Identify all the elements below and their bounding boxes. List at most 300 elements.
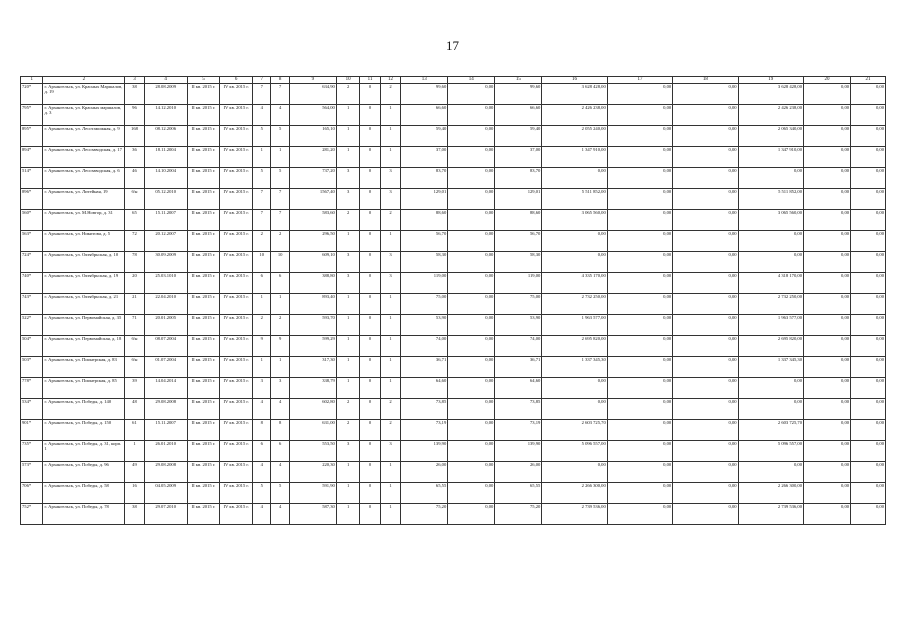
table-cell: 2 bbox=[253, 231, 271, 252]
table-cell: 573* bbox=[21, 462, 43, 483]
table-cell: 3 628 428,00 bbox=[738, 84, 803, 105]
table-cell: 2 426 238,00 bbox=[738, 105, 803, 126]
table-cell: 1 bbox=[253, 357, 271, 378]
table-cell: 0,00 bbox=[851, 273, 886, 294]
table-cell: 10 bbox=[271, 252, 289, 273]
table-cell: 6 bbox=[253, 273, 271, 294]
table-cell: 64,60 bbox=[495, 378, 542, 399]
table-cell: 0,00 bbox=[851, 84, 886, 105]
table-cell: 1 bbox=[380, 126, 400, 147]
table-cell: 0,00 bbox=[804, 483, 851, 504]
table-cell: 75,20 bbox=[401, 504, 448, 525]
table-cell: 0,00 bbox=[607, 483, 672, 504]
table-cell: 4 bbox=[253, 462, 271, 483]
table-cell: 281,20 bbox=[289, 147, 336, 168]
table-cell: 0 bbox=[360, 504, 380, 525]
table-cell: 599,29 bbox=[289, 336, 336, 357]
table-cell: 5 096 557,00 bbox=[542, 441, 607, 462]
table-cell: 14.04.2014 bbox=[144, 378, 187, 399]
table-row bbox=[21, 441, 886, 462]
column-number: 17 bbox=[607, 77, 672, 84]
table-cell: 5 511 852,00 bbox=[738, 189, 803, 210]
table-cell: 26,00 bbox=[401, 462, 448, 483]
table-cell: 58,30 bbox=[401, 252, 448, 273]
table-cell: 0,00 bbox=[448, 504, 495, 525]
table-cell: 0,00 bbox=[851, 126, 886, 147]
table-cell: 26.01.2010 bbox=[144, 441, 187, 462]
table-cell: 0,00 bbox=[804, 231, 851, 252]
table-cell: 74,00 bbox=[401, 336, 448, 357]
table-cell: 0 bbox=[360, 189, 380, 210]
table-cell: 3 bbox=[380, 441, 400, 462]
table-cell: 564,00 bbox=[289, 105, 336, 126]
table-cell: 2 bbox=[380, 420, 400, 441]
table-cell: 0,00 bbox=[448, 210, 495, 231]
table-cell: 0,00 bbox=[673, 378, 738, 399]
table-cell: г. Архангельск, ул. Пионерская, д. 85 bbox=[43, 378, 125, 399]
table-cell: 0,00 bbox=[851, 462, 886, 483]
table-cell: 504* bbox=[21, 336, 43, 357]
table-cell: II кв. 2015 г. bbox=[187, 273, 220, 294]
table-cell: 317,30 bbox=[289, 357, 336, 378]
table-cell: г. Архангельск, ул. Победы, д. 150 bbox=[43, 420, 125, 441]
table-cell: 0 bbox=[360, 483, 380, 504]
table-cell: 1 bbox=[271, 147, 289, 168]
table-cell: 587,30 bbox=[289, 504, 336, 525]
table-cell: 1 bbox=[336, 357, 360, 378]
table-cell: 1 bbox=[336, 504, 360, 525]
table-cell: 5 096 557,00 bbox=[738, 441, 803, 462]
table-cell: 1 bbox=[380, 231, 400, 252]
table-cell: 0,00 bbox=[851, 189, 886, 210]
table-cell: 3 bbox=[380, 168, 400, 189]
table-cell: 2 bbox=[336, 84, 360, 105]
table-cell: 5 bbox=[271, 168, 289, 189]
table-cell: 53,90 bbox=[495, 315, 542, 336]
table-row bbox=[21, 399, 886, 420]
table-cell: 0,00 bbox=[607, 294, 672, 315]
table-cell: 0,00 bbox=[607, 315, 672, 336]
table-cell: 1 bbox=[380, 294, 400, 315]
table-row bbox=[21, 357, 886, 378]
table-cell: г. Архангельск, ул. Пионерская, д. 83 bbox=[43, 357, 125, 378]
table-cell: 3 bbox=[271, 378, 289, 399]
table-cell: II кв. 2015 г. bbox=[187, 84, 220, 105]
table-cell: 0,00 bbox=[738, 168, 803, 189]
table-cell: 0 bbox=[360, 84, 380, 105]
table-cell: 71 bbox=[125, 315, 144, 336]
table-cell: 901* bbox=[21, 420, 43, 441]
column-number: 15 bbox=[495, 77, 542, 84]
table-cell: 0,00 bbox=[607, 273, 672, 294]
table-cell: 0,00 bbox=[607, 168, 672, 189]
table-cell: 0,00 bbox=[851, 336, 886, 357]
table-cell: 5 bbox=[271, 126, 289, 147]
table-cell: 119,00 bbox=[495, 273, 542, 294]
table-cell: 2 bbox=[380, 84, 400, 105]
table-cell: 30.09.2009 bbox=[144, 252, 187, 273]
table-cell: 3 bbox=[253, 378, 271, 399]
table-cell: 99,60 bbox=[401, 84, 448, 105]
table-cell: 7 bbox=[253, 210, 271, 231]
table-cell: 735* bbox=[21, 441, 43, 462]
table-cell: 75,20 bbox=[495, 504, 542, 525]
table-cell: 0,00 bbox=[804, 252, 851, 273]
table-cell: 05.12.2010 bbox=[144, 189, 187, 210]
table-row bbox=[21, 105, 886, 126]
table-cell: 0,00 bbox=[851, 252, 886, 273]
table-cell: 1 963 577,00 bbox=[542, 315, 607, 336]
table-cell: 56,70 bbox=[401, 231, 448, 252]
table-cell: 46 bbox=[125, 168, 144, 189]
table-cell: 0,00 bbox=[738, 399, 803, 420]
table-cell: II кв. 2015 г. bbox=[187, 399, 220, 420]
table-cell: 2 603 725,70 bbox=[738, 420, 803, 441]
table-cell: 553,50 bbox=[289, 441, 336, 462]
table-cell: 1 bbox=[253, 147, 271, 168]
table-cell: 0,00 bbox=[673, 483, 738, 504]
table-cell: 0 bbox=[360, 210, 380, 231]
table-cell: 59,40 bbox=[495, 126, 542, 147]
table-cell: 2 426 238,00 bbox=[542, 105, 607, 126]
table-cell: 0,00 bbox=[738, 252, 803, 273]
table-row bbox=[21, 210, 886, 231]
table-cell: 0,00 bbox=[607, 336, 672, 357]
table-cell: 1 bbox=[125, 441, 144, 462]
table-cell: 0,00 bbox=[673, 168, 738, 189]
table-cell: 609,10 bbox=[289, 252, 336, 273]
table-cell: 0,00 bbox=[448, 399, 495, 420]
column-number: 8 bbox=[271, 77, 289, 84]
table-cell: 0,00 bbox=[607, 462, 672, 483]
table-cell: г. Архангельск, ул. Победы, д. 31, корп. 1 bbox=[43, 441, 125, 462]
column-number: 14 bbox=[448, 77, 495, 84]
table-cell: 2 739 536,00 bbox=[542, 504, 607, 525]
table-cell: IV кв. 2015 г. bbox=[220, 399, 253, 420]
table-cell: 39 bbox=[125, 378, 144, 399]
table-cell: 0,00 bbox=[804, 504, 851, 525]
table-cell: 0,00 bbox=[673, 84, 738, 105]
table-cell: г. Архангельск, ул. Лесозаводская, д. 6 bbox=[43, 168, 125, 189]
table-cell: 36,71 bbox=[401, 357, 448, 378]
table-cell: 706* bbox=[21, 483, 43, 504]
table-cell: 0,00 bbox=[804, 126, 851, 147]
table-cell: IV кв. 2015 г. bbox=[220, 357, 253, 378]
table-cell: 01.07.2004 bbox=[144, 357, 187, 378]
column-number: 21 bbox=[851, 77, 886, 84]
table-cell: 0,00 bbox=[673, 420, 738, 441]
table-cell: 65,55 bbox=[495, 483, 542, 504]
table-cell: 0,00 bbox=[738, 231, 803, 252]
table-cell: 0,00 bbox=[804, 294, 851, 315]
table-cell: 2 695 820,00 bbox=[738, 336, 803, 357]
table-cell: 3 bbox=[380, 252, 400, 273]
table-cell: 593,70 bbox=[289, 315, 336, 336]
table-cell: 591,90 bbox=[289, 483, 336, 504]
table-cell: 1 337 345,30 bbox=[542, 357, 607, 378]
table-cell: 2 bbox=[336, 210, 360, 231]
table-cell: 0,00 bbox=[607, 441, 672, 462]
table-cell: 0,00 bbox=[804, 462, 851, 483]
table-cell: 59,40 bbox=[401, 126, 448, 147]
table-cell: 0,00 bbox=[448, 126, 495, 147]
table-cell: 3 628 428,00 bbox=[542, 84, 607, 105]
table-cell: 83,70 bbox=[401, 168, 448, 189]
table-cell: г. Архангельск, ул. Победы, д. 96 bbox=[43, 462, 125, 483]
column-number: 12 bbox=[380, 77, 400, 84]
table-cell: 139,90 bbox=[495, 441, 542, 462]
table-cell: б/н bbox=[125, 189, 144, 210]
table-cell: 18.11.2004 bbox=[144, 147, 187, 168]
table-cell: 36,71 bbox=[495, 357, 542, 378]
table-cell: IV кв. 2015 г. bbox=[220, 441, 253, 462]
table-cell: 1 bbox=[271, 294, 289, 315]
table-cell: 0 bbox=[360, 252, 380, 273]
table-cell: 7 bbox=[271, 189, 289, 210]
table-cell: 0,00 bbox=[607, 399, 672, 420]
table-cell: 1 337 345,30 bbox=[738, 357, 803, 378]
table-cell: 1 bbox=[380, 105, 400, 126]
table-cell: 3 bbox=[336, 168, 360, 189]
table-cell: 0,00 bbox=[673, 399, 738, 420]
table-cell: 0,00 bbox=[804, 273, 851, 294]
table-row bbox=[21, 504, 886, 525]
table-cell: 1 bbox=[336, 378, 360, 399]
table-cell: 08.12.2006 bbox=[144, 126, 187, 147]
table-cell: г. Архангельск, ул. Первомайская, д. 18 bbox=[43, 336, 125, 357]
table-cell: 7 bbox=[253, 84, 271, 105]
table-cell: 0,00 bbox=[673, 357, 738, 378]
housing-register-table bbox=[20, 76, 886, 525]
table-cell: IV кв. 2015 г. bbox=[220, 231, 253, 252]
table-cell: II кв. 2015 г. bbox=[187, 336, 220, 357]
table-cell: 2 732 250,00 bbox=[738, 294, 803, 315]
table-cell: 4 bbox=[271, 462, 289, 483]
table-cell: 0,00 bbox=[607, 231, 672, 252]
table-cell: г. Архангельск, ул. Октябрьская, д. 19 bbox=[43, 273, 125, 294]
table-cell: 0,00 bbox=[448, 168, 495, 189]
table-cell: 0,00 bbox=[448, 462, 495, 483]
table-cell: 503* bbox=[21, 357, 43, 378]
table-cell: 1 bbox=[336, 126, 360, 147]
table-cell: 0,00 bbox=[804, 168, 851, 189]
table-cell: 2 bbox=[336, 420, 360, 441]
table-cell: IV кв. 2015 г. bbox=[220, 210, 253, 231]
table-cell: 1 bbox=[380, 147, 400, 168]
column-number: 16 bbox=[542, 77, 607, 84]
table-cell: 0,00 bbox=[851, 147, 886, 168]
table-cell: 0,00 bbox=[673, 210, 738, 231]
table-cell: 1 bbox=[336, 315, 360, 336]
table-cell: 0,00 bbox=[607, 210, 672, 231]
table-cell: 29.08.2008 bbox=[144, 399, 187, 420]
table-cell: 65 bbox=[125, 210, 144, 231]
table-cell: 0 bbox=[360, 294, 380, 315]
table-row bbox=[21, 84, 886, 105]
table-cell: 1 bbox=[380, 504, 400, 525]
table-cell: 5 bbox=[253, 126, 271, 147]
table-cell: 0,00 bbox=[673, 504, 738, 525]
table-cell: 3 065 560,00 bbox=[542, 210, 607, 231]
table-cell: 168 bbox=[125, 126, 144, 147]
table-cell: 75,00 bbox=[401, 294, 448, 315]
table-cell: II кв. 2015 г. bbox=[187, 231, 220, 252]
table-cell: 3 bbox=[336, 441, 360, 462]
table-cell: 534* bbox=[21, 399, 43, 420]
table-cell: 1 bbox=[336, 336, 360, 357]
table-row bbox=[21, 294, 886, 315]
table-cell: 4 318 170,00 bbox=[738, 273, 803, 294]
table-cell: 0,00 bbox=[673, 105, 738, 126]
table-cell: 0 bbox=[360, 231, 380, 252]
table-cell: 0,00 bbox=[448, 483, 495, 504]
table-cell: 1 bbox=[336, 483, 360, 504]
table-cell: IV кв. 2015 г. bbox=[220, 420, 253, 441]
table-cell: б/н bbox=[125, 336, 144, 357]
table-cell: 0,00 bbox=[542, 168, 607, 189]
table-row bbox=[21, 168, 886, 189]
table-cell: 752* bbox=[21, 504, 43, 525]
table-cell: 08.07.2004 bbox=[144, 336, 187, 357]
table-cell: 0,00 bbox=[607, 378, 672, 399]
table-cell: 49 bbox=[125, 462, 144, 483]
table-cell: 88,60 bbox=[401, 210, 448, 231]
table-cell: II кв. 2015 г. bbox=[187, 441, 220, 462]
table-cell: 0 bbox=[360, 399, 380, 420]
table-cell: 0,00 bbox=[804, 147, 851, 168]
table-cell: 0,00 bbox=[851, 210, 886, 231]
table-cell: 0,00 bbox=[738, 462, 803, 483]
table-cell: 22.04.2010 bbox=[144, 294, 187, 315]
table-cell: II кв. 2015 г. bbox=[187, 210, 220, 231]
table-cell: 0,00 bbox=[851, 504, 886, 525]
table-cell: II кв. 2015 г. bbox=[187, 294, 220, 315]
table-cell: 388,80 bbox=[289, 273, 336, 294]
table-cell: 119,00 bbox=[401, 273, 448, 294]
table-cell: 0,00 bbox=[851, 483, 886, 504]
table-cell: 7 bbox=[271, 84, 289, 105]
table-cell: 0,00 bbox=[851, 294, 886, 315]
table-cell: II кв. 2015 г. bbox=[187, 189, 220, 210]
table-cell: IV кв. 2015 г. bbox=[220, 147, 253, 168]
table-cell: 5 bbox=[253, 168, 271, 189]
table-cell: 220,30 bbox=[289, 462, 336, 483]
table-cell: 0,00 bbox=[542, 378, 607, 399]
table-cell: 0,00 bbox=[804, 399, 851, 420]
table-cell: 0,00 bbox=[607, 252, 672, 273]
table-cell: II кв. 2015 г. bbox=[187, 420, 220, 441]
table-cell: 0,00 bbox=[673, 147, 738, 168]
table-cell: 893,40 bbox=[289, 294, 336, 315]
table-cell: 2 065 340,00 bbox=[738, 126, 803, 147]
table-cell: 602,80 bbox=[289, 399, 336, 420]
table-cell: 66,60 bbox=[495, 105, 542, 126]
column-number: 5 bbox=[187, 77, 220, 84]
table-cell: 0,00 bbox=[804, 420, 851, 441]
table-cell: 75,00 bbox=[495, 294, 542, 315]
table-cell: 1 963 577,00 bbox=[738, 315, 803, 336]
table-cell: 894* bbox=[21, 147, 43, 168]
table-cell: 3 bbox=[336, 252, 360, 273]
table-cell: 29.07.2010 bbox=[144, 504, 187, 525]
column-number: 18 bbox=[673, 77, 738, 84]
table-cell: 0,00 bbox=[851, 420, 886, 441]
table-cell: 0,00 bbox=[448, 441, 495, 462]
table-cell: 129,01 bbox=[495, 189, 542, 210]
table-cell: 0,00 bbox=[804, 84, 851, 105]
column-number: 9 bbox=[289, 77, 336, 84]
table-cell: II кв. 2015 г. bbox=[187, 315, 220, 336]
table-cell: 2 bbox=[253, 315, 271, 336]
table-row bbox=[21, 147, 886, 168]
table-cell: 0,00 bbox=[851, 399, 886, 420]
table-cell: 0 bbox=[360, 336, 380, 357]
table-cell: II кв. 2015 г. bbox=[187, 357, 220, 378]
table-cell: 53,90 bbox=[401, 315, 448, 336]
table-cell: 724* bbox=[21, 252, 43, 273]
column-number: 11 bbox=[360, 77, 380, 84]
table-cell: 634,90 bbox=[289, 84, 336, 105]
table-cell: 10 bbox=[253, 252, 271, 273]
table-cell: г. Архангельск, ул. Победы, д. 140 bbox=[43, 399, 125, 420]
table-cell: 0,00 bbox=[804, 315, 851, 336]
table-cell: 563* bbox=[21, 231, 43, 252]
table-cell: 2 732 250,00 bbox=[542, 294, 607, 315]
column-number: 13 bbox=[401, 77, 448, 84]
page-number: 17 bbox=[446, 38, 459, 53]
table-cell: IV кв. 2015 г. bbox=[220, 336, 253, 357]
table-cell: IV кв. 2015 г. bbox=[220, 294, 253, 315]
table-cell: 1 bbox=[380, 357, 400, 378]
table-cell: 0,00 bbox=[607, 84, 672, 105]
table-cell: 2 bbox=[271, 231, 289, 252]
table-cell: 14.12.2010 bbox=[144, 105, 187, 126]
table-cell: 2 055 240,00 bbox=[542, 126, 607, 147]
table-cell: 73,85 bbox=[401, 399, 448, 420]
table-cell: II кв. 2015 г. bbox=[187, 483, 220, 504]
table-cell: 29.08.2008 bbox=[144, 462, 187, 483]
column-number: 3 bbox=[125, 77, 144, 84]
table-cell: 139,90 bbox=[401, 441, 448, 462]
table-cell: 20 bbox=[125, 273, 144, 294]
table-cell: 0,00 bbox=[851, 168, 886, 189]
table-cell: 0,00 bbox=[804, 441, 851, 462]
table-cell: г. Архангельск, ул. Победы, д. 58 bbox=[43, 483, 125, 504]
table-cell: 2 bbox=[380, 399, 400, 420]
table-cell: 0 bbox=[360, 378, 380, 399]
table-cell: 1 bbox=[380, 483, 400, 504]
table-cell: 0 bbox=[360, 147, 380, 168]
table-cell: 2 266 300,00 bbox=[738, 483, 803, 504]
table-cell: 720* bbox=[21, 84, 43, 105]
table-cell: 61 bbox=[125, 420, 144, 441]
table-cell: 20.12.2007 bbox=[144, 231, 187, 252]
table-cell: 5 bbox=[253, 483, 271, 504]
table-cell: 25.03.1010 bbox=[144, 273, 187, 294]
table-cell: 3 bbox=[380, 273, 400, 294]
table-cell: 4 bbox=[253, 105, 271, 126]
table-cell: 73,85 bbox=[495, 399, 542, 420]
table-cell: 4 bbox=[253, 504, 271, 525]
table-cell: 83,70 bbox=[495, 168, 542, 189]
table-cell: IV кв. 2015 г. bbox=[220, 252, 253, 273]
column-number: 20 bbox=[804, 77, 851, 84]
table-cell: II кв. 2015 г. bbox=[187, 504, 220, 525]
table-cell: 1 bbox=[380, 462, 400, 483]
table-cell: 0,00 bbox=[673, 294, 738, 315]
table-cell: г. Архангельск, ул. Никитова, д. 5 bbox=[43, 231, 125, 252]
table-cell: 36 bbox=[125, 147, 144, 168]
